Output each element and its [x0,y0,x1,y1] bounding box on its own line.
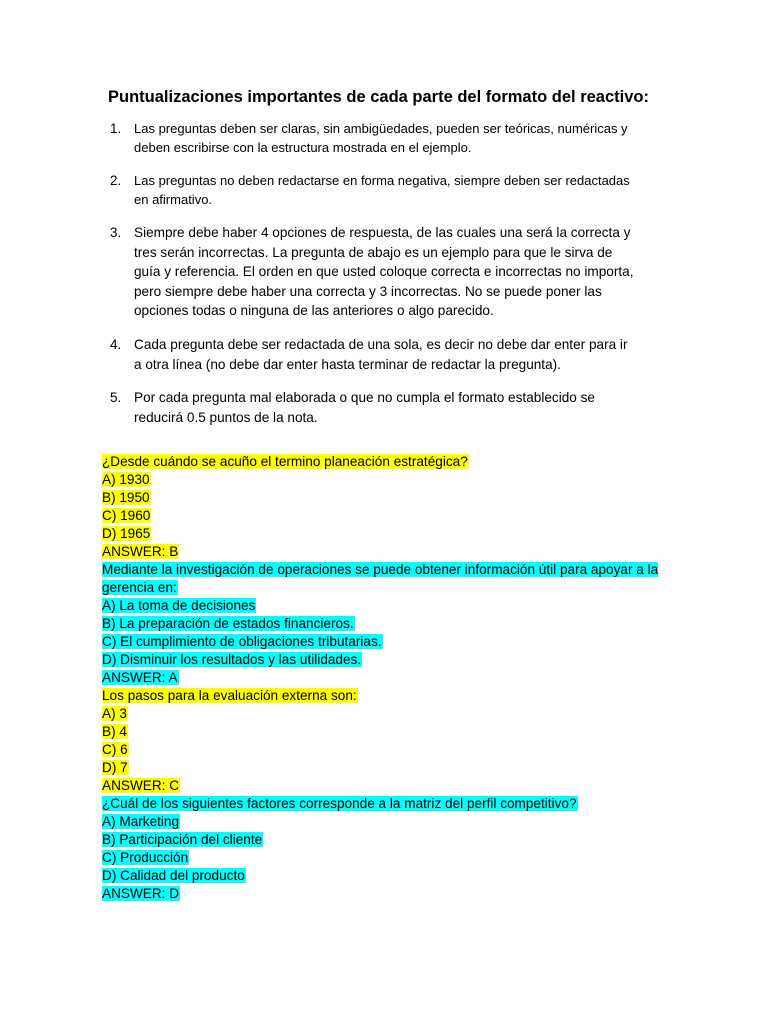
question-group [102,453,682,561]
answer-key: ANSWER: B [102,544,179,560]
answer-option: B) Participación del cliente [102,832,263,848]
rule-number: 4. [110,336,122,352]
rule-number: 5. [110,390,122,406]
question-group [102,561,682,687]
rule-item [0,223,768,321]
question-text: Mediante la investigación de operaciones se puede obtener información útil para apoyar a la gerencia en: [102,562,659,596]
rule-number: 3. [110,225,122,240]
rule-item [0,388,768,427]
rule-item [0,335,768,374]
question-group [102,795,682,903]
rule-text: Las preguntas deben ser claras, sin ambigüedades, pueden ser teóricas, numéricas y deben escribirse con la estructura mostrada en el ejemplo. [134,121,628,155]
answer-option: D) 1965 [102,526,151,542]
answer-option: B) 4 [102,724,127,740]
rules-list [0,119,768,427]
rule-item [0,171,768,209]
answer-option: D) Disminuir los resultados y las utilidades. [102,652,362,668]
questions-block [102,453,682,903]
rule-text: Cada pregunta debe ser redactada de una sola, es decir no debe dar enter para ir a otra línea (no debe dar enter hasta terminar de redactar la pregunta). [134,336,628,372]
answer-option: C) El cumplimiento de obligaciones tributarias. [102,634,382,650]
answer-key: ANSWER: A [102,670,178,686]
answer-option: A) 3 [102,706,127,722]
answer-option: B) 1950 [102,490,150,506]
rule-number: 2. [110,173,122,188]
rule-text: Por cada pregunta mal elaborada o que no cumpla el formato establecido se reducirá 0.5 puntos de la nota. [134,390,595,425]
question-text: Los pasos para la evaluación externa son: [102,688,357,704]
question-group [102,687,682,795]
answer-option: A) Marketing [102,814,180,830]
answer-key: ANSWER: C [102,778,180,794]
answer-option: D) 7 [102,760,128,776]
rule-text: Siempre debe haber 4 opciones de respuesta, de las cuales una será la correcta y tres serán incorrectas. La pregunta de abajo es un ejemplo para que le sirva de guía y referencia. El orden en que usted coloque correcta e incorrectas no importa, pero siempre debe haber una correcta y 3 incorrectas. No se puede poner las opciones todas o ninguna de las anteriores o algo parecido. [134,225,634,319]
question-text: ¿Cuál de los siguientes factores corresponde a la matriz del perfil competitivo? [102,796,577,812]
answer-option: C) 6 [102,742,128,758]
answer-option: D) Calidad del producto [102,868,245,884]
question-text: ¿Desde cuándo se acuño el termino planeación estratégica? [102,454,468,470]
rule-text: Las preguntas no deben redactarse en forma negativa, siempre deben ser redactadas en afirmativo. [134,173,630,207]
answer-option: C) Producción [102,850,189,866]
document-title: Puntualizaciones importantes de cada parte del formato del reactivo: [108,88,649,106]
rule-number: 1. [110,121,122,136]
answer-option: C) 1960 [102,508,151,524]
answer-option: A) 1930 [102,472,150,488]
answer-option: A) La toma de decisiones [102,598,256,614]
rule-item [0,119,768,157]
answer-key: ANSWER: D [102,886,180,902]
answer-option: B) La preparación de estados financieros. [102,616,354,632]
